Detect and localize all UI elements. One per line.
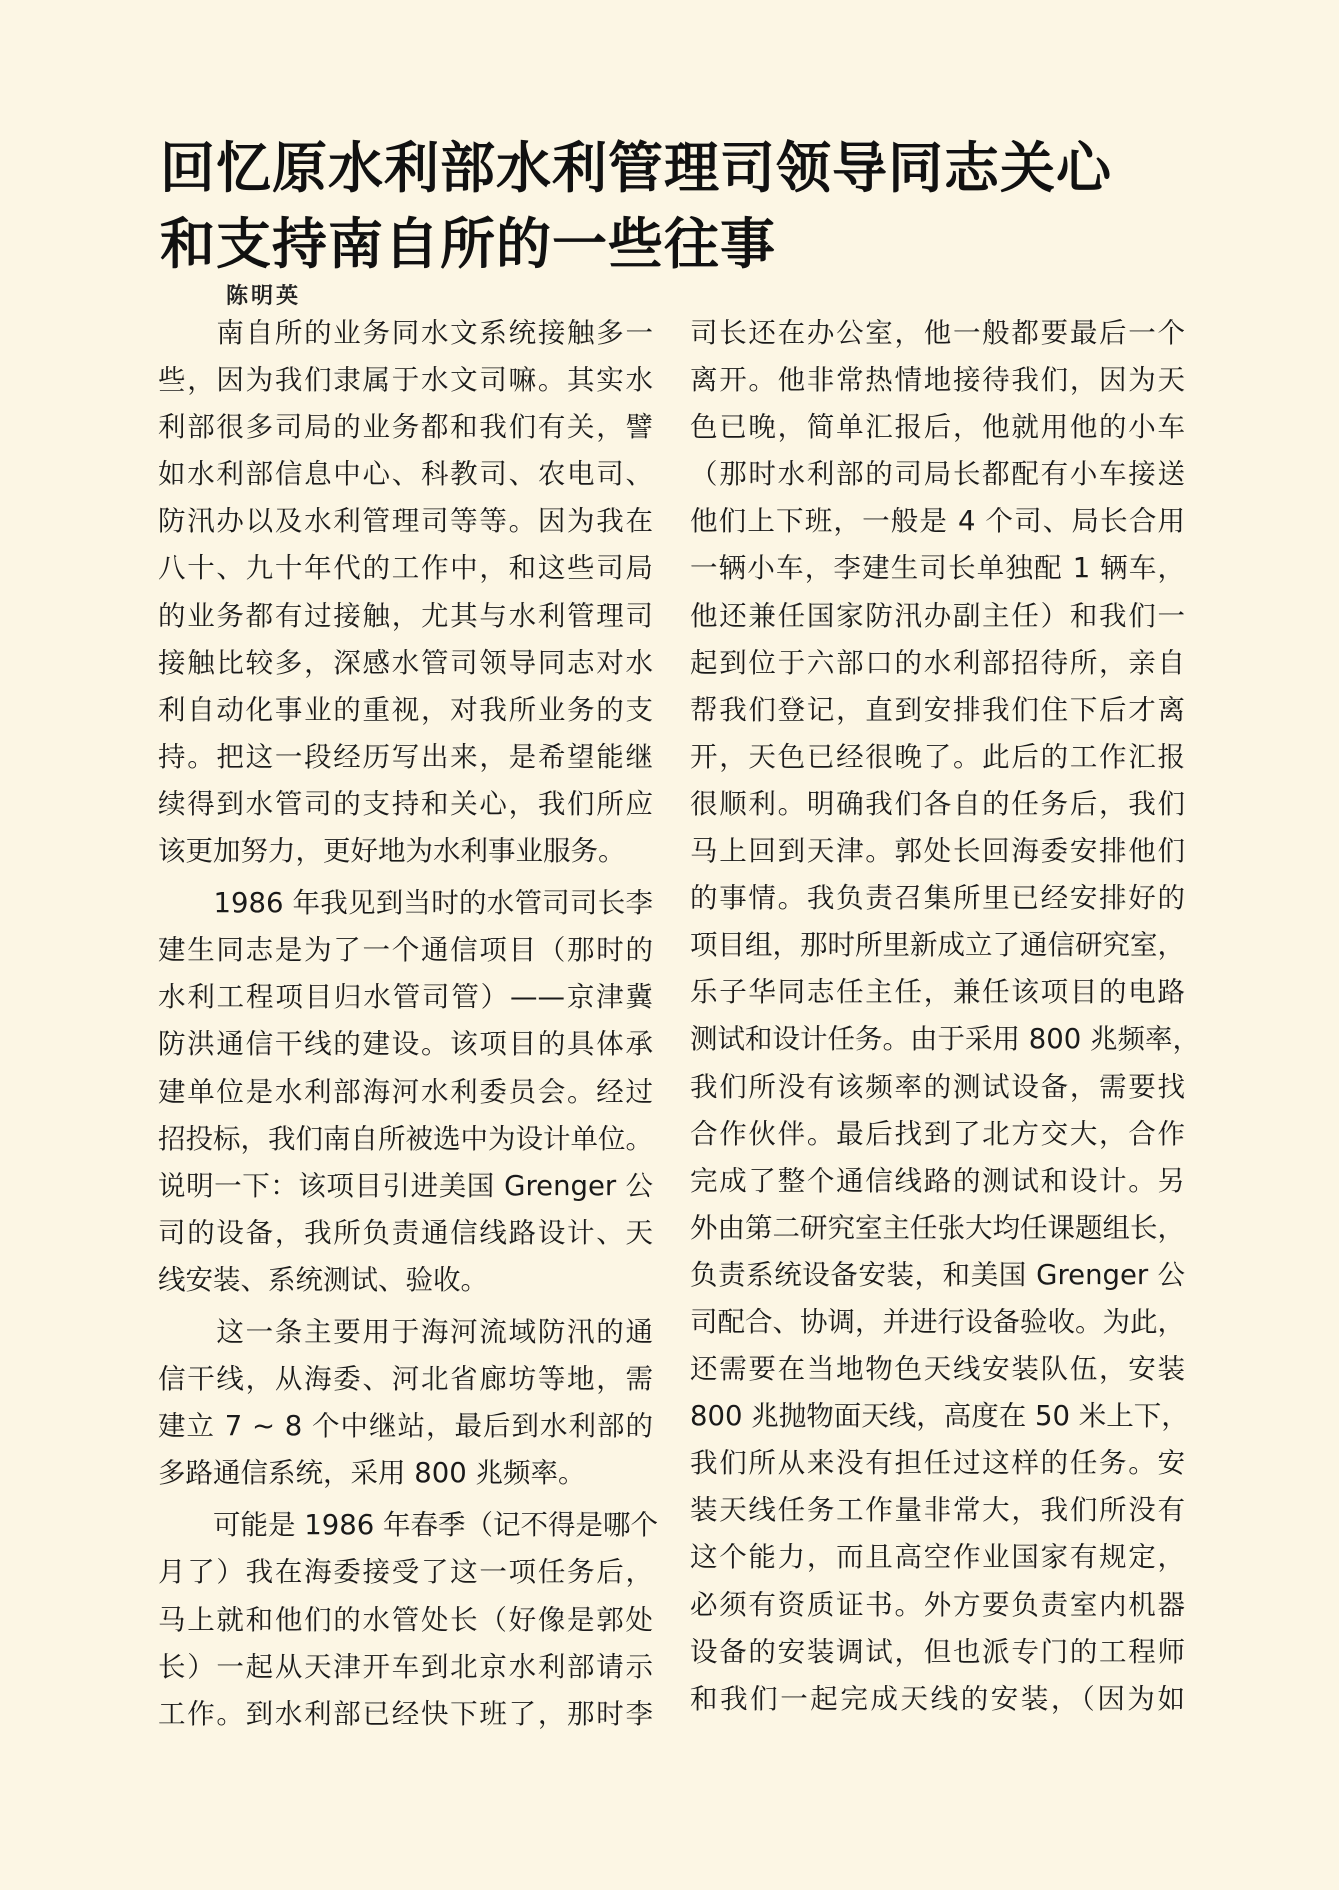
text-line: 他们上下班，一般是 4 个司、局长合用 [690, 505, 1185, 538]
text-line: 月了）我在海委接受了这一项任务后， [158, 1556, 653, 1589]
text-line: 司的设备，我所负责通信线路设计、天 [158, 1216, 653, 1249]
text-line: 的事情。我负责召集所里已经安排好的 [690, 882, 1185, 915]
text-line: 他还兼任国家防汛办副主任）和我们一 [690, 599, 1185, 632]
author-name: 陈明英 [226, 283, 302, 309]
text-line: 我们所没有该频率的测试设备，需要找 [690, 1070, 1185, 1103]
text-line: 建立 7 ~ 8 个中继站，最后到水利部的 [158, 1410, 653, 1443]
text-line: 的业务都有过接触，尤其与水利管理司 [158, 599, 653, 632]
text-line: 离开。他非常热情地接待我们，因为天 [690, 364, 1185, 397]
text-line: 必须有资质证书。外方要负责室内机器 [690, 1588, 1185, 1621]
text-line: 很顺利。明确我们各自的任务后，我们 [690, 787, 1185, 820]
text-line: 工作。到水利部已经快下班了，那时李 [158, 1697, 653, 1730]
text-line: 一辆小车，李建生司长单独配 1 辆车， [690, 552, 1185, 585]
text-line: 装天线任务工作量非常大，我们所没有 [690, 1494, 1185, 1527]
text-line: 防汛办以及水利管理司等等。因为我在 [158, 505, 653, 538]
text-line: 线安装、系统测试、验收。 [158, 1263, 488, 1296]
text-line: 合作伙伴。最后找到了北方交大，合作 [690, 1117, 1185, 1150]
left-column [158, 310, 658, 1738]
text-line: 外由第二研究室主任张大均任课题组长， [690, 1211, 1185, 1244]
text-line: 八十、九十年代的工作中，和这些司局 [158, 552, 653, 585]
text-line: 和我们一起完成天线的安装，（因为如 [690, 1682, 1185, 1715]
text-line: 长）一起从天津开车到北京水利部请示 [158, 1650, 653, 1683]
title-line-1: 回忆原水利部水利管理司领导同志关心 [160, 135, 1113, 200]
text-line: 这个能力，而且高空作业国家有规定， [690, 1541, 1185, 1574]
text-line: 乐子华同志任主任，兼任该项目的电路 [690, 976, 1185, 1009]
text-line: （那时水利部的司局长都配有小车接送 [690, 458, 1185, 491]
text-line: 建单位是水利部海河水利委员会。经过 [158, 1075, 653, 1108]
text-line: 些，因为我们隶属于水文司嘛。其实水 [158, 364, 653, 397]
article-title [160, 130, 1220, 282]
text-line: 续得到水管司的支持和关心，我们所应 [158, 787, 653, 820]
right-column [690, 310, 1200, 1723]
text-line: 持。把这一段经历写出来，是希望能继 [158, 740, 653, 773]
text-line: 负责系统设备安装，和美国 Grenger 公 [690, 1258, 1185, 1291]
text-line: 1986 年我见到当时的水管司司长李 [158, 887, 653, 920]
text-line: 完成了整个通信线路的测试和设计。另 [690, 1164, 1185, 1197]
text-line: 信干线，从海委、河北省廊坊等地，需 [158, 1363, 653, 1396]
text-line: 说明一下：该项目引进美国 Grenger 公 [158, 1169, 653, 1202]
text-line: 水利工程项目归水管司管）——京津冀 [158, 981, 653, 1014]
text-line: 测试和设计任务。由于采用 800 兆频率， [690, 1023, 1200, 1056]
title-line-2: 和支持南自所的一些往事 [160, 211, 777, 276]
text-line: 这一条主要用于海河流域防汛的通 [158, 1315, 653, 1348]
text-line: 开，天色已经很晚了。此后的工作汇报 [690, 740, 1185, 773]
text-line: 建生同志是为了一个通信项目（那时的 [158, 934, 653, 967]
text-line: 起到位于六部口的水利部招待所，亲自 [690, 646, 1185, 679]
text-line: 南自所的业务同水文系统接触多一 [158, 317, 653, 349]
text-line: 马上就和他们的水管处长（好像是郭处 [158, 1603, 653, 1636]
text-line: 800 兆抛物面天线，高度在 50 米上下， [690, 1400, 1189, 1433]
text-line: 多路通信系统，采用 800 兆频率。 [158, 1457, 586, 1490]
text-line: 如水利部信息中心、科教司、农电司、 [158, 458, 653, 491]
text-line: 利部很多司局的业务都和我们有关，譬 [158, 411, 653, 444]
text-line: 接触比较多，深感水管司领导同志对水 [158, 646, 653, 679]
text-line: 我们所从来没有担任过这样的任务。安 [690, 1447, 1185, 1480]
text-line: 司配合、协调，并进行设备验收。为此， [690, 1305, 1185, 1338]
text-line: 色已晚，简单汇报后，他就用他的小车 [690, 411, 1185, 444]
text-line: 防洪通信干线的建设。该项目的具体承 [158, 1028, 653, 1061]
text-line: 项目组，那时所里新成立了通信研究室， [690, 929, 1185, 962]
text-line: 帮我们登记，直到安排我们住下后才离 [690, 693, 1185, 726]
text-line: 设备的安装调试，但也派专门的工程师 [690, 1635, 1185, 1668]
text-line: 该更加努力，更好地为水利事业服务。 [158, 835, 626, 868]
text-line: 利自动化事业的重视，对我所业务的支 [158, 693, 653, 726]
text-line: 招投标，我们南自所被选中为设计单位。 [158, 1122, 653, 1155]
text-line: 还需要在当地物色天线安装队伍，安装 [690, 1353, 1185, 1386]
text-line: 马上回到天津。郭处长回海委安排他们 [690, 835, 1185, 868]
text-line: 司长还在办公室，他一般都要最后一个 [690, 317, 1185, 349]
text-line: 可能是 1986 年春季（记不得是哪个 [158, 1509, 658, 1542]
